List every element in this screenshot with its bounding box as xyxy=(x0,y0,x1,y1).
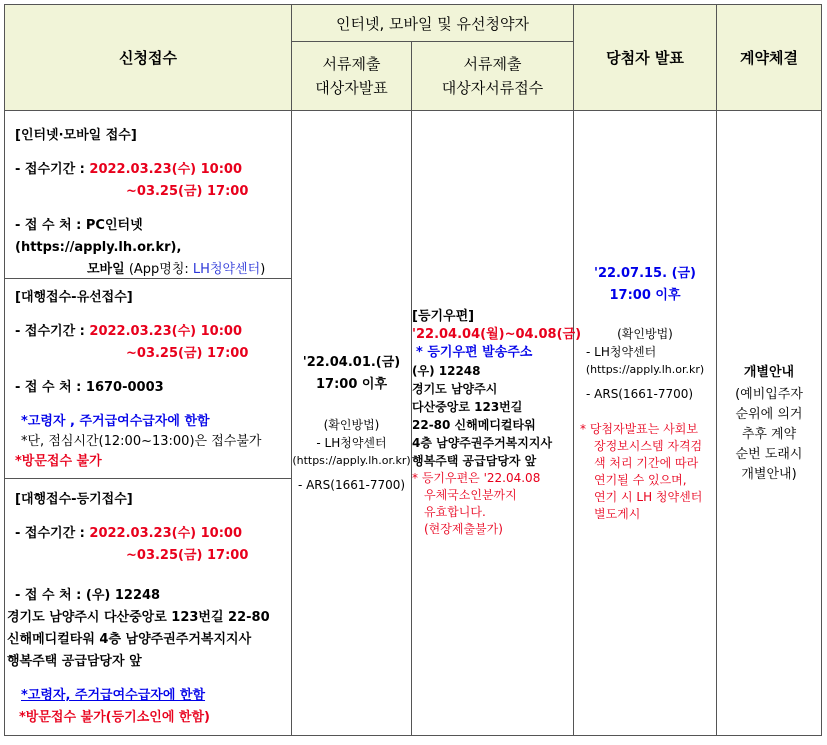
winner-m1-url: (https://apply.lh.or.kr) xyxy=(585,363,705,376)
mail-period-end: ~03.25(금) 17:00 xyxy=(126,548,249,563)
winner-m1: - LH청약센터 xyxy=(586,345,657,359)
winner-note-l6: 별도게시 xyxy=(594,507,641,521)
mail-address-l3: 행복주택 공급담당자 앞 xyxy=(7,654,142,669)
winner-m2: - ARS(1661-7700) xyxy=(586,387,694,401)
internet-app-label: (App명칭: xyxy=(124,262,193,277)
doc-receive-cell xyxy=(412,111,582,736)
winner-method: (확인방법) xyxy=(617,327,673,341)
internet-place-mobile-line xyxy=(15,259,285,281)
mail-period xyxy=(15,523,285,545)
doc-receive-l4: 4층 남양주권주거복지지사 xyxy=(412,436,553,450)
internet-place-mobile: 모바일 xyxy=(87,262,125,277)
mail-period-start: 2022.03.23(수) 10:00 xyxy=(89,526,242,541)
doc-announce-method: (확인방법) xyxy=(323,418,380,432)
mail-note-target xyxy=(15,685,285,707)
winner-note-l3: 색 처리 기간에 따라 xyxy=(594,456,699,470)
internet-place-pc: PC인터넷 (https://apply.lh.or.kr), xyxy=(15,218,182,255)
winner-date: '22.07.15. (금) xyxy=(593,266,697,281)
doc-announce-m1: - LH청약센터 xyxy=(316,436,387,450)
contract-title: 개별안내 xyxy=(743,365,795,380)
internet-title: [인터넷·모바일 접수] xyxy=(15,128,137,143)
phone-note-target: *고령자 , 주거급여수급자에 한함 xyxy=(21,414,210,429)
internet-period-start: 2022.03.23(수) 10:00 xyxy=(89,162,242,177)
phone-title: [대행접수-유선접수] xyxy=(15,290,133,305)
internet-period-end: ~03.25(금) 17:00 xyxy=(126,184,249,199)
doc-announce-m2: - ARS(1661-7700) xyxy=(297,478,406,492)
mail-address-l1: 경기도 남양주시 다산중앙로 123번길 22-80 xyxy=(7,610,270,625)
header-doc-receive-l2: 대상자서류접수 xyxy=(441,79,544,97)
winner-time: 17:00 이후 xyxy=(609,288,681,303)
header-doc-receive-l1: 서류제출 xyxy=(463,55,522,73)
schedule-table xyxy=(4,4,822,736)
mail-address-l2: 신해메디컬타워 4층 남양주권주거복지지사 xyxy=(7,632,252,647)
mail-note-target-text: *고령자, 주거급여수급자에 한함 xyxy=(21,688,206,703)
doc-receive-l3: 22-80 신해메디컬타워 xyxy=(412,418,536,432)
internet-place xyxy=(15,215,285,259)
contract-l5: 개별안내) xyxy=(741,467,797,482)
mail-period-label: - 접수기간 : xyxy=(15,526,90,541)
doc-receive-note-l1: * 등기우편은 '22.04.08 xyxy=(412,471,541,485)
header-winner: 당첨자 발표 xyxy=(574,5,717,111)
contract-cell xyxy=(717,111,822,736)
winner-note-l1: * 당첨자발표는 사회보 xyxy=(580,422,698,436)
doc-announce-time: 17:00 이후 xyxy=(315,377,388,392)
section-internet xyxy=(5,117,291,279)
doc-receive-note-l2: 우체국소인분까지 xyxy=(424,488,517,502)
section-phone xyxy=(5,279,291,479)
mail-note-visit: *방문접수 불가(등기소인에 한함) xyxy=(19,710,210,725)
internet-app-close: ) xyxy=(260,262,266,277)
doc-announce-date: '22.04.01.(금) xyxy=(302,355,401,370)
doc-announce-cell xyxy=(292,111,412,736)
header-doc-announce xyxy=(292,42,412,111)
mail-place: - 접 수 처 : (우) 12248 xyxy=(15,588,161,603)
doc-receive-l2: 다산중앙로 123번길 xyxy=(412,400,523,414)
internet-app-name: LH청약센터 xyxy=(192,262,261,277)
winner-note-l5: 연기 시 LH 청약센터 xyxy=(594,490,703,504)
header-contract: 계약체결 xyxy=(717,5,822,111)
doc-receive-note-l3: 유효합니다. xyxy=(424,505,486,519)
contract-l1: (예비입주자 xyxy=(735,387,803,402)
mail-title: [대행접수-등기접수] xyxy=(15,492,133,507)
header-doc-receive xyxy=(412,42,574,111)
contract-l3: 추후 계약 xyxy=(741,427,797,442)
doc-receive-zip: (우) 12248 xyxy=(412,364,481,378)
phone-period-end: ~03.25(금) 17:00 xyxy=(126,346,249,361)
internet-period-label: - 접수기간 : xyxy=(15,162,90,177)
internet-place-label: - 접 수 처 : xyxy=(15,218,86,233)
doc-receive-note-l4: (현장제출불가) xyxy=(424,522,503,536)
doc-announce-m1-url: (https://apply.lh.or.kr) xyxy=(292,454,411,467)
doc-receive-l1: 경기도 남양주시 xyxy=(412,382,498,396)
phone-period xyxy=(15,321,285,343)
phone-note-lunch: *단, 점심시간(12:00~13:00)은 접수불가 xyxy=(21,434,262,449)
phone-note-visit: *방문접수 불가 xyxy=(15,454,102,469)
header-doc-announce-l2: 대상자발표 xyxy=(315,79,388,97)
doc-receive-l5: 행복주택 공급담당자 앞 xyxy=(412,454,537,468)
winner-note-l2: 장정보시스템 자격검 xyxy=(594,439,703,453)
header-doc-announce-l1: 서류제출 xyxy=(322,55,381,73)
doc-receive-addr-title: * 등기우편 발송주소 xyxy=(416,345,533,360)
internet-period xyxy=(15,159,285,181)
winner-note-l4: 연기될 수 있으며, xyxy=(594,473,687,487)
doc-receive-period: '22.04.04(월)~04.08(금) xyxy=(412,327,582,342)
section-mail xyxy=(5,479,291,729)
header-apply: 신청접수 xyxy=(5,5,292,111)
apply-cell xyxy=(5,111,292,736)
phone-period-label: - 접수기간 : xyxy=(15,324,90,339)
doc-receive-title: [등기우편] xyxy=(412,309,475,324)
contract-l2: 순위에 의거 xyxy=(735,407,803,422)
contract-l4: 순번 도래시 xyxy=(735,447,803,462)
phone-period-start: 2022.03.23(수) 10:00 xyxy=(89,324,242,339)
header-group: 인터넷, 모바일 및 유선청약자 xyxy=(292,5,574,42)
phone-place: - 접 수 처 : 1670-0003 xyxy=(15,380,164,395)
winner-cell xyxy=(574,111,717,736)
